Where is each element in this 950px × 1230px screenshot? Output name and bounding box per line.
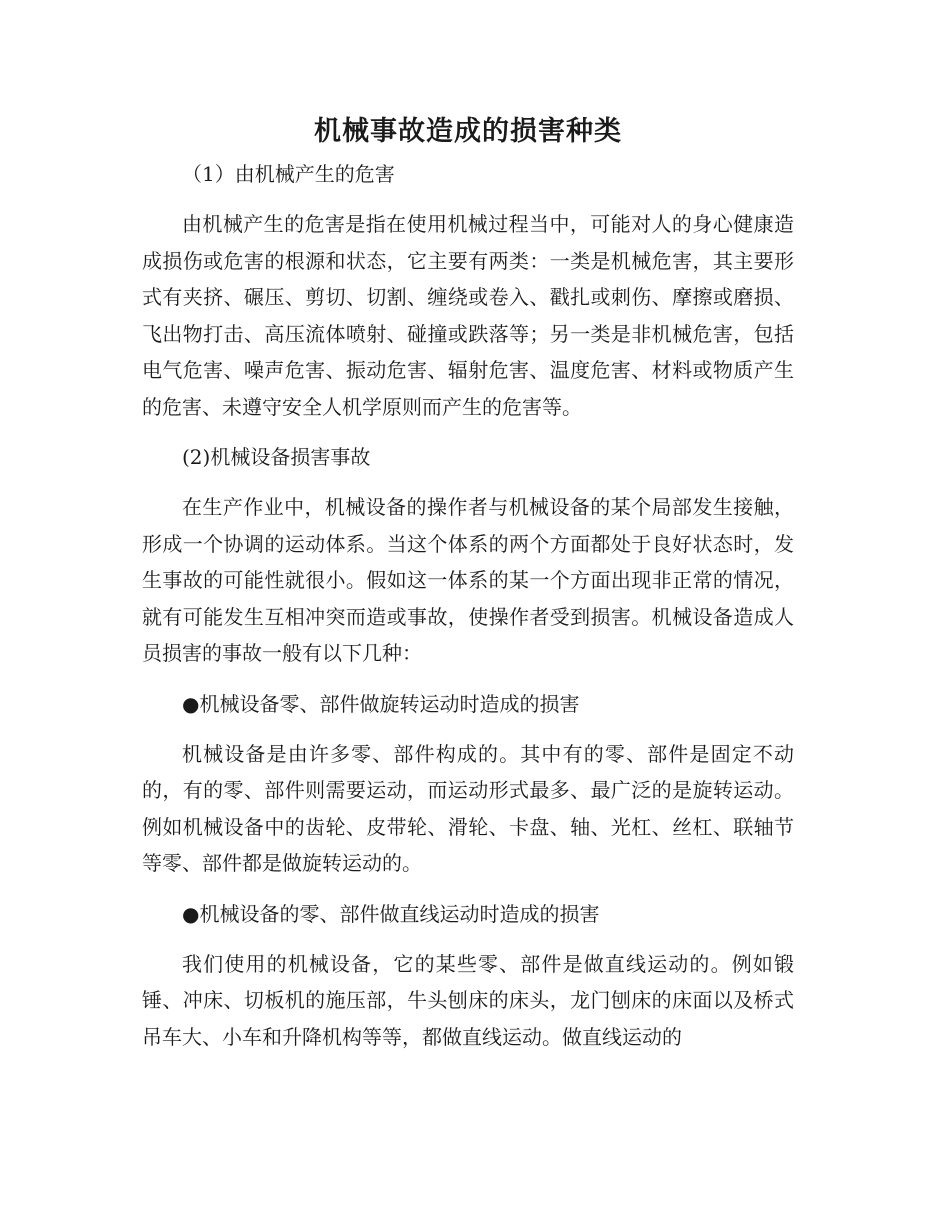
bullet-heading-linear: ●机械设备的零、部件做直线运动时造成的损害	[182, 901, 600, 926]
section-1-paragraph: 由机械产生的危害是指在使用机械过程当中，可能对人的身心健康造成损伤或危害的根源和状态，它主要有两类：一类是机械危害，其主要形式有夹挤、碾压、剪切、切割、缠绕或卷入、戳扎或刺伤、摩擦或磨损、飞出物打击、高压流体喷射、碰撞或跌落等；另一类是非机械危害，包括电气危害、噪声危害、振动危害、辐射危害、温度危害、材料或物质产生的危害、未遵守安全人机学原则而产生的危害等。	[142, 212, 794, 419]
bullet-heading-rotation: ●机械设备零、部件做旋转运动时造成的损害	[182, 691, 580, 716]
section-2-paragraph: 在生产作业中，机械设备的操作者与机械设备的某个局部发生接触，形成一个协调的运动体系。当这个体系的两个方面都处于良好状态时，发生事故的可能性就很小。假如这一体系的某一个方面出现非正常的情况，就有可能发生互相冲突而造或事故，使操作者受到损害。机械设备造成人员损害的事故一般有以下几种：	[142, 495, 794, 665]
section-heading-2: (2)机械设备损害事故	[182, 445, 371, 469]
linear-paragraph: 我们使用的机械设备，它的某些零、部件是做直线运动的。例如锻锤、冲床、切板机的施压部，牛头刨床的床头，龙门刨床的床面以及桥式吊车大、小车和升降机构等等，都做直线运动。做直线运动的	[142, 951, 794, 1049]
document-title: 机械事故造成的损害种类	[314, 116, 622, 147]
rotation-paragraph: 机械设备是由许多零、部件构成的。其中有的零、部件是固定不动的，有的零、部件则需要运动，而运动形式最多、最广泛的是旋转运动。例如机械设备中的齿轮、皮带轮、滑轮、卡盘、轴、光杠、丝杠、联轴节等零、部件都是做旋转运动的。	[142, 741, 794, 875]
section-heading-1: （1）由机械产生的危害	[182, 162, 395, 186]
document-page	[142, 100, 794, 1055]
